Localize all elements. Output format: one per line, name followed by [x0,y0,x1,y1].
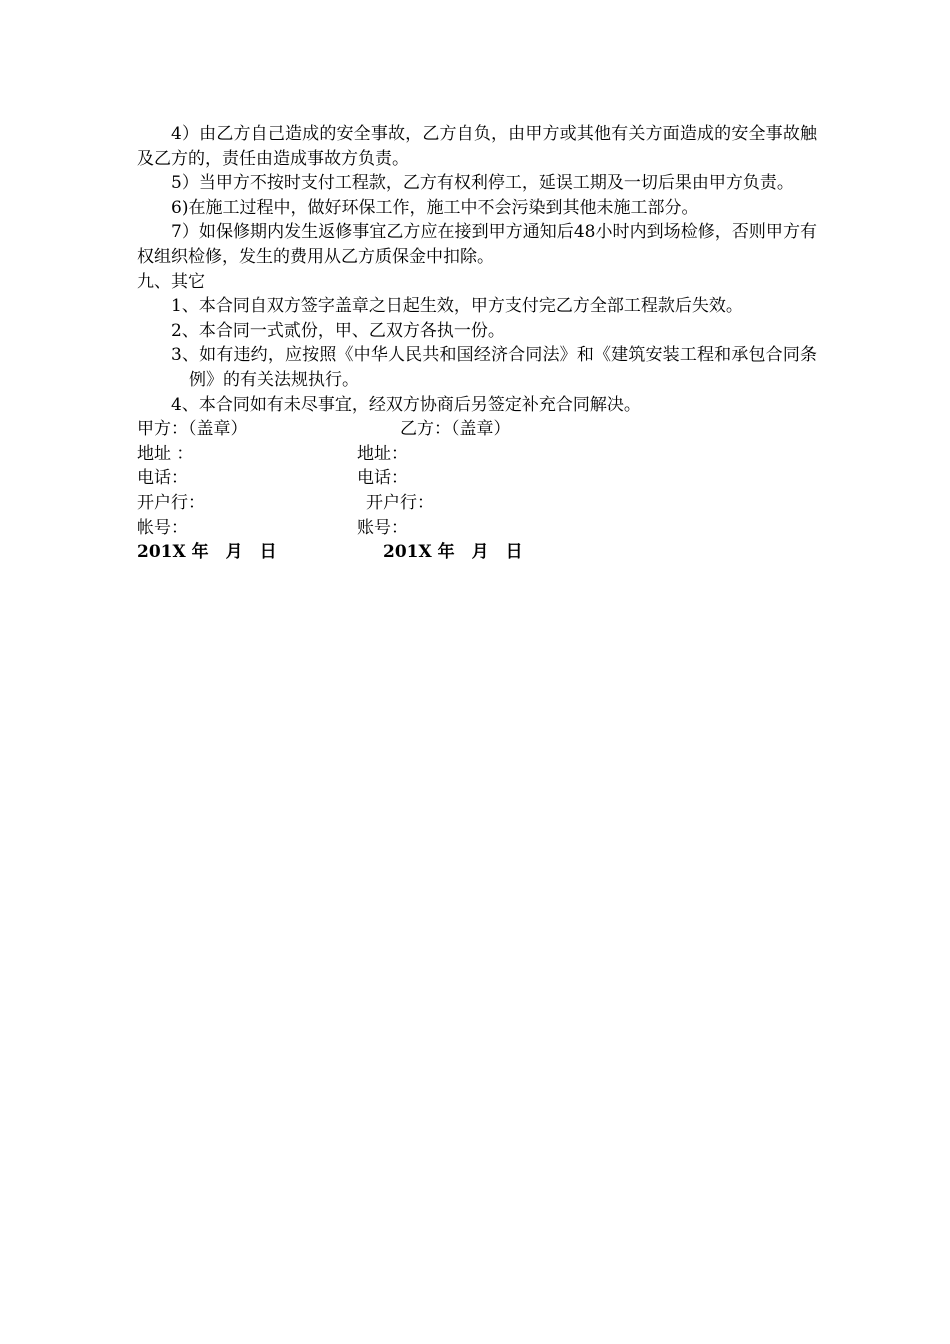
party-b-account: 账号： [357,517,408,538]
party-a-account: 帐号： [137,517,188,538]
section-9-item-4: 4、本合同如有未尽事宜，经双方协商后另签定补充合同解决。 [171,394,641,415]
signature-phone-row [137,466,817,491]
party-a-date: 201X 年 月 日 [137,542,277,563]
party-b-phone: 电话： [357,468,408,489]
signature-bank-row [137,491,817,516]
clause-5: 5）当甲方不按时支付工程款，乙方有权利停工，延误工期及一切后果由甲方负责。 [171,173,794,194]
party-b-address: 地址： [357,443,408,464]
section-9-item-1: 1、本合同自双方签字盖章之日起生效，甲方支付完乙方全部工程款后失效。 [171,296,743,317]
signature-address-row [137,442,817,467]
signature-date-row [137,540,817,565]
party-a-phone: 电话： [137,468,188,489]
party-a-bank: 开户行： [137,492,205,513]
party-a-address: 地址 ： [137,443,194,464]
signature-account-row [137,516,817,541]
signature-label-row [137,417,817,442]
contract-page [137,122,817,565]
party-b-bank: 开户行： [366,492,434,513]
clause-4: 4）由乙方自己造成的安全事故，乙方自负，由甲方或其他有关方面造成的安全事故触及乙方的，责任由造成事故方负责。 [137,124,817,169]
clause-6: 6)在施工过程中，做好环保工作，施工中不会污染到其他未施工部分。 [171,197,699,218]
section-9-item-3: 3、如有违约，应按照《中华人民共和国经济合同法》和《建筑安装工程和承包合同条例》的有关法规执行。 [171,345,817,390]
section-9-heading: 九、其它 [137,271,205,292]
party-b-date: 201X 年 月 日 [383,542,523,563]
section-9-item-2: 2、本合同一式贰份，甲、乙双方各执一份。 [171,320,505,341]
clause-7: 7）如保修期内发生返修事宜乙方应在接到甲方通知后48小时内到场检修，否则甲方有权组织检修，发生的费用从乙方质保金中扣除。 [137,222,817,267]
party-a-label: 甲方：（盖章） [137,419,248,440]
party-b-label: 乙方：（盖章） [400,419,511,440]
